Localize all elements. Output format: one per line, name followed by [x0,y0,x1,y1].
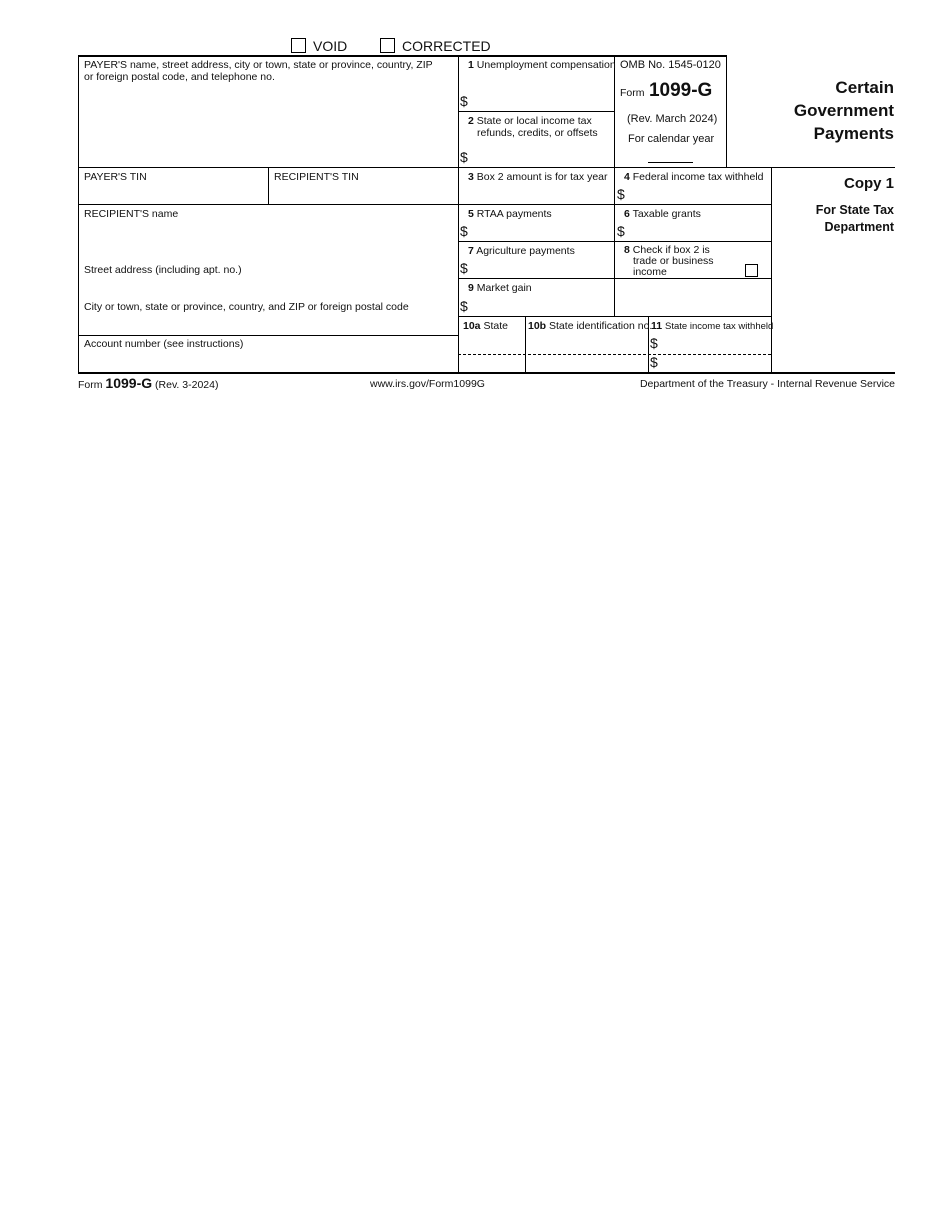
box9-label: 9 Market gain [468,282,532,294]
box5-6-bottom [458,241,771,242]
boxes-right-border [771,167,772,372]
corrected-label: CORRECTED [402,38,491,54]
box8-label: 8 Check if box 2 is trade or business income [624,244,714,278]
omb-right-border [726,55,727,167]
state-row-divider [458,354,771,355]
form-top-border [78,55,727,57]
box7-dollar: $ [460,260,468,276]
box5-label: 5 RTAA payments [468,208,552,220]
box2-label: 2 State or local income tax refunds, credits, or offsets [468,115,598,139]
box5-dollar: $ [460,223,468,239]
omb-number: OMB No. 1545-0120 [620,59,721,71]
payer-name-label: PAYER'S name, street address, city or town, state or province, country, ZIP or foreign postal code, and telephone no. [84,59,433,83]
box11-dollar-row2: $ [650,354,658,370]
copy-label: Copy 1 [843,175,894,192]
box11-dollar-row1: $ [650,335,658,351]
box7-label: 7 Agriculture payments [468,245,575,257]
payer-tin-label: PAYER'S TIN [84,171,147,183]
col-divider-boxes [614,55,615,316]
form-id-block: Form 1099-G [620,80,713,101]
corrected-checkbox[interactable] [380,38,395,53]
box7-8-bottom [458,278,771,279]
box1-bottom [458,111,614,112]
revision-date: (Rev. March 2024) [627,113,718,125]
row-divider-recipient [78,204,772,205]
box10b-label: 10b State identification no. [528,320,653,332]
col-divider-tin [268,167,269,204]
box10a-label: 10a State [463,320,508,332]
box2-dollar: $ [460,149,468,165]
col-divider-10a [525,316,526,372]
box6-dollar: $ [617,223,625,239]
box4-dollar: $ [617,186,625,202]
recipient-tin-label: RECIPIENT'S TIN [274,171,359,183]
footer-agency: Department of the Treasury - Internal Revenue Service [639,378,895,390]
form-title: Certain Government Payments [793,78,894,143]
void-label: VOID [313,38,348,54]
copy-recipient: For State Tax Department [815,203,894,234]
account-number-label: Account number (see instructions) [84,338,244,350]
void-checkbox[interactable] [291,38,306,53]
box6-label: 6 Taxable grants [624,208,701,220]
box9-bottom [458,316,771,317]
col-divider-main [458,55,459,373]
row-divider-account [78,335,458,336]
box3-label: 3 Box 2 amount is for tax year [468,171,608,183]
city-state-label: City or town, state or province, country, and ZIP or foreign postal code [84,301,409,313]
recipient-name-label: RECIPIENT'S name [84,208,179,220]
form-bottom-border [78,372,895,374]
calendar-year-label: For calendar year [628,133,715,145]
box9-dollar: $ [460,298,468,314]
footer-url: www.irs.gov/Form1099G [370,378,485,390]
box1-label: 1 Unemployment compensation [468,59,616,71]
row-divider-tin [78,167,895,168]
box8-checkbox[interactable] [745,264,758,277]
calendar-year-field[interactable] [648,162,693,163]
footer-form-id: Form 1099-G (Rev. 3-2024) [78,375,219,391]
box4-label: 4 Federal income tax withheld [624,171,764,183]
form-left-border [78,55,79,373]
box11-label: 11 State income tax withheld [651,320,774,332]
street-address-label: Street address (including apt. no.) [84,264,242,276]
box1-dollar: $ [460,93,468,109]
